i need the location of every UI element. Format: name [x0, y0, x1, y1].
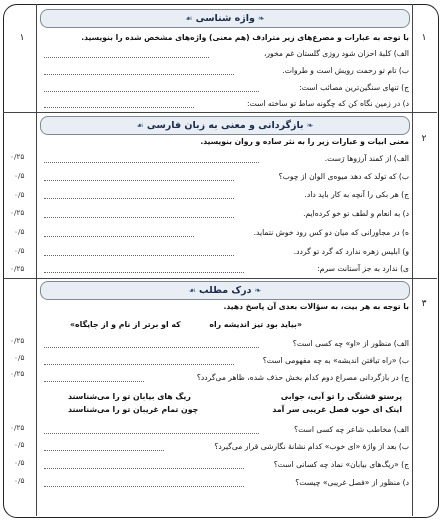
list-item: ی) ندارد به جز آستانت سرم: — [317, 264, 409, 273]
ornament-icon: ❧ — [306, 121, 314, 130]
score: ۰/۵ — [14, 171, 25, 180]
list-item: الف) مخاطب شاعر چه کسی است؟ — [294, 425, 409, 434]
section-score: ۱ — [19, 33, 25, 43]
list-item: ج) در بازگردانی مصراع دوم کدام بخش حذف شده، ظاهر می‌گردد؟ — [196, 373, 409, 382]
answer-line — [44, 272, 244, 273]
section-title: درک مطلب — [199, 285, 252, 296]
verse-hemistich: که او برتر از نام و از جایگاه» — [70, 320, 181, 329]
answer-line — [44, 91, 259, 92]
list-item: الف) از کمند آرزوها رَست. — [324, 154, 409, 163]
list-item: و) ابلیس زهره ندارد که گرد تو گردد. — [293, 247, 409, 256]
list-item: ج) «ریگ‌های بیابان» نماد چه کسانی است؟ — [273, 460, 409, 469]
answer-line — [44, 450, 164, 451]
verse-hemistich: ریگ های بیابان تو را می‌شناسند — [68, 392, 191, 401]
score-column-divider — [36, 4, 37, 516]
section-title: بازگردانی و معنی به زبان فارسی — [146, 120, 304, 131]
question-number: ۱ — [421, 33, 427, 43]
question-number: ۲ — [421, 134, 427, 144]
list-item: د) به انعام و لطف تو خو کرده‌ایم. — [303, 209, 409, 218]
list-item: ب) تام تو رحمت رویش است و طروات. — [282, 66, 409, 75]
answer-line — [44, 433, 259, 434]
list-item: د) منظور از «فصل غریبی» چیست؟ — [295, 478, 409, 487]
list-item: ب) بعد از واژهٔ «ای خوب» کدام نشانهٔ نگارشی قرار می‌گیرد؟ — [214, 442, 409, 451]
score: ۰/۵ — [14, 458, 25, 467]
section-header-vocabulary — [40, 9, 410, 28]
score: ۰/۲۵ — [10, 336, 25, 345]
answer-line — [44, 74, 234, 75]
section-title: واژه شناسی — [195, 13, 255, 24]
list-item: ج) تنهای سنگین‌ترین مصائب است: — [299, 83, 409, 92]
score: ۰/۵ — [14, 227, 25, 236]
list-item: ب) که تولد که دهد میوه‌ی الوان از چوب؟ — [278, 172, 409, 181]
score: ۰/۵ — [14, 476, 25, 485]
answer-line — [44, 468, 244, 469]
section-divider-1 — [3, 112, 437, 113]
answer-line — [44, 198, 234, 199]
answer-line — [44, 255, 234, 256]
page-frame — [3, 4, 439, 518]
answer-line — [44, 217, 234, 218]
score: ۰/۵ — [14, 353, 25, 362]
answer-line — [44, 364, 234, 365]
ornament-icon: ❧ — [254, 286, 262, 295]
section-header-comprehension — [40, 281, 410, 300]
answer-line — [44, 57, 209, 58]
verse-hemistich: پرستو قشنگی را تو آبی، جوابی — [280, 392, 402, 401]
answer-line — [44, 180, 234, 181]
score: ۰/۲۵ — [10, 423, 25, 432]
verse-hemistich: «بیاید بود تیز اندیشه راه — [209, 320, 302, 329]
section-header-translation — [40, 116, 410, 135]
answer-line — [44, 107, 194, 108]
score: ۰/۲۵ — [10, 369, 25, 378]
score: ۰/۲۵ — [10, 264, 25, 273]
instruction: با توجه به عبارات و مصرع‌های زیر مترادف (هم معنی) واژه‌های مشخص شده را بنویسید. — [81, 33, 409, 42]
list-item: ج) هر بکی را آنچه به کار باید داد. — [304, 190, 409, 199]
score: ۰/۵ — [14, 440, 25, 449]
ornament-icon: ☙ — [185, 14, 193, 23]
question-number: ۳ — [421, 299, 427, 309]
instruction: معنی ابیات و عبارات زیر را به نثر ساده و روان بنویسید. — [200, 137, 409, 146]
answer-line — [44, 162, 259, 163]
score: ۰/۲۵ — [10, 208, 25, 217]
answer-line — [44, 347, 259, 348]
list-item: الف) کلبهٔ احزان شود روزی گلستان غم مخور، — [263, 49, 409, 58]
ornament-icon: ❧ — [257, 14, 265, 23]
answer-line — [44, 381, 144, 382]
score: ۰/۵ — [14, 190, 25, 199]
score: ۰/۲۵ — [10, 152, 25, 161]
answer-line — [44, 236, 194, 237]
list-item: د) در زمین نگاه کن که چگونه ساط تو ساخته است: — [247, 99, 409, 108]
list-item: ه) در مجاورانی که میان دو کس رود خوش نتماید. — [253, 228, 409, 237]
list-item: الف) منظور از «او» چه کسی است؟ — [292, 339, 409, 348]
verse-hemistich: چون تمام غریبان تو را می‌شناسند — [68, 405, 199, 414]
instruction: با توجه به هر بیت، به سؤالات بعدی آن پاسخ دهید. — [223, 302, 409, 311]
ornament-icon: ☙ — [188, 286, 197, 295]
section-divider-2 — [3, 278, 437, 279]
verse-hemistich: اینک ای خوب فصل غریبی سر آمد — [272, 405, 402, 414]
answer-line — [44, 486, 244, 487]
number-column-divider — [412, 4, 413, 516]
score: ۰/۵ — [14, 246, 25, 255]
ornament-icon: ☙ — [136, 121, 144, 130]
list-item: ب) «راه تیافتن اندیشه» به چه مفهومی است؟ — [262, 356, 409, 365]
